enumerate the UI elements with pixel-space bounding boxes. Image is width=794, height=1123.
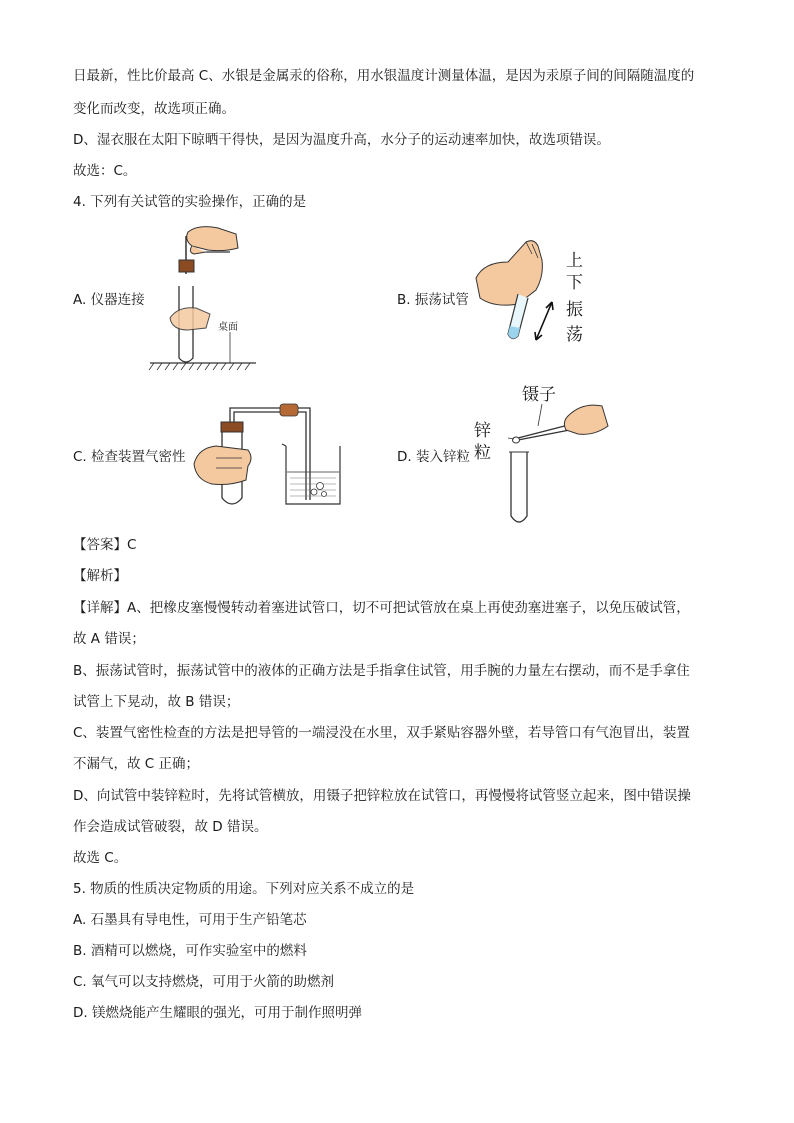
explanation-line: 试管上下晃动，故 B 错误；	[73, 694, 240, 710]
question-4-stem: 4. 下列有关试管的实验操作，正确的是	[73, 194, 307, 210]
shake-char-1: 上	[566, 251, 583, 271]
shake-char-3: 振	[566, 300, 583, 320]
zinc-char-1: 锌	[474, 421, 491, 441]
explanation-line: 故选 C。	[73, 850, 128, 866]
question-5-option-c: C. 氧气可以支持燃烧，可用于火箭的助燃剂	[73, 974, 335, 990]
tweezers-label: 镊子	[522, 385, 556, 405]
shake-char-2: 下	[566, 273, 583, 293]
explanation-line: 作会造成试管破裂，故 D 错误。	[73, 819, 268, 835]
question-5-option-d: D. 镁燃烧能产生耀眼的强光，可用于制作照明弹	[73, 1005, 362, 1021]
figure-d-adding-zinc	[470, 380, 610, 526]
explanation-line: D、向试管中装锌粒时，先将试管横放，用镊子把锌粒放在试管口，再慢慢将试管竖立起来，图中错误操	[73, 788, 691, 804]
question-5-stem: 5. 物质的性质决定物质的用途。下列对应关系不成立的是	[73, 881, 415, 897]
figure-a-instrument-connection	[148, 222, 258, 374]
explanation-line: 【详解】A、把橡皮塞慢慢转动着塞进试管口，切不可把试管放在桌上再使劲塞进塞子，以免压破试管，	[73, 600, 690, 616]
shake-char-4: 荡	[566, 325, 583, 345]
question-5-option-a: A. 石墨具有导电性，可用于生产铅笔芯	[73, 912, 307, 928]
figure-b-shaking-tube	[474, 232, 594, 350]
analysis-heading: 【解析】	[73, 568, 127, 584]
question-5-option-b: B. 酒精可以燃烧，可作实验室中的燃料	[73, 943, 307, 959]
zinc-char-2: 粒	[474, 443, 491, 463]
explanation-line: B、振荡试管时，振荡试管中的液体的正确方法是手指拿住试管，用手腕的力量左右摆动，而不是手拿住	[73, 663, 690, 679]
desk-label: 桌面	[218, 322, 238, 333]
text-line: D、湿衣服在太阳下晾晒干得快，是因为温度升高，水分子的运动速率加快，故选项错误。	[73, 132, 610, 148]
answer-line: 【答案】C	[73, 537, 137, 553]
text-line: 故选：C。	[73, 163, 137, 179]
text-line: 变化而改变，故选项正确。	[73, 101, 235, 117]
explanation-line: 故 A 错误；	[73, 631, 145, 647]
figure-c-airtightness-check	[190, 400, 345, 512]
option-a-label: A. 仪器连接	[73, 292, 145, 308]
option-d-label: D. 装入锌粒	[397, 449, 470, 465]
explanation-line: C、装置气密性检查的方法是把导管的一端浸没在水里，双手紧贴容器外壁，若导管口有气泡冒出，装置	[73, 725, 690, 741]
option-b-label: B. 振荡试管	[397, 292, 469, 308]
option-c-label: C. 检查装置气密性	[73, 449, 186, 465]
text-line: 日最新，性比价最高 C、水银是金属汞的俗称，用水银温度计测量体温，是因为汞原子间的间隔随温度的	[73, 68, 695, 84]
explanation-line: 不漏气，故 C 正确；	[73, 756, 200, 772]
